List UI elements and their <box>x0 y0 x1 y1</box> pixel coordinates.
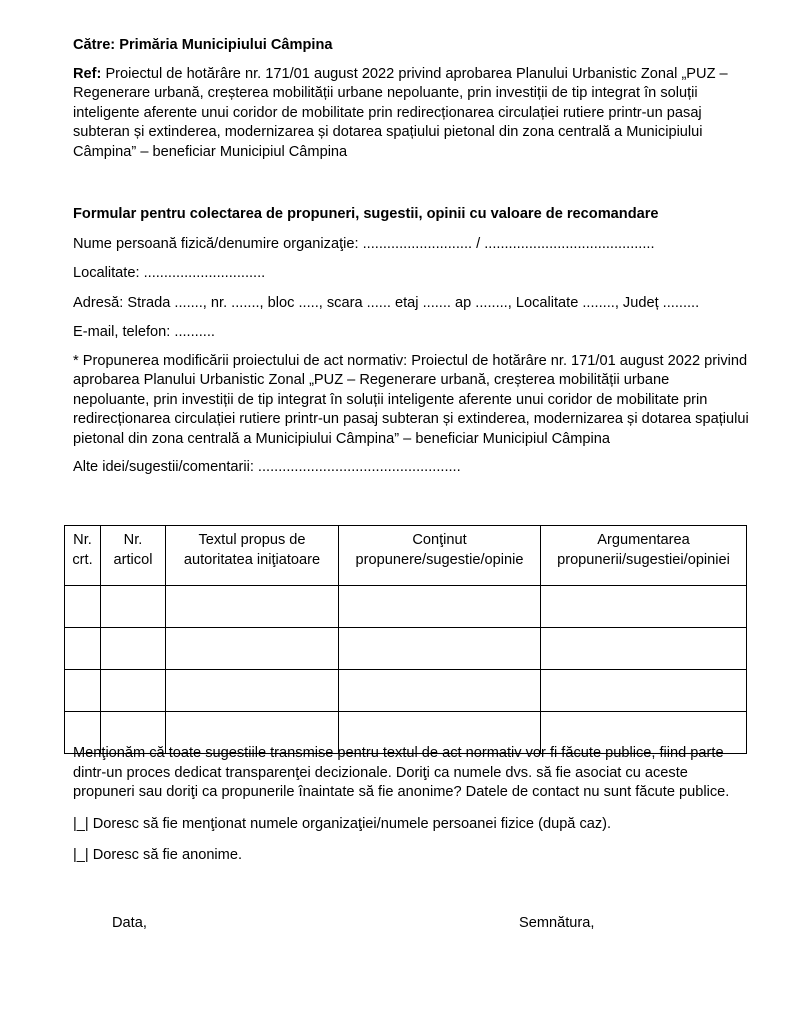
table-cell[interactable] <box>541 586 747 628</box>
table-cell[interactable] <box>541 670 747 712</box>
table-header-row <box>65 526 747 586</box>
date-label: Data, <box>112 915 147 931</box>
table-cell[interactable] <box>166 670 339 712</box>
table-row <box>65 670 747 712</box>
locality-field[interactable]: Localitate: .............................. <box>73 265 266 281</box>
table-cell[interactable] <box>541 628 747 670</box>
header-nr-articol: Nr. articol <box>101 526 166 586</box>
table-cell[interactable] <box>101 670 166 712</box>
table-cell[interactable] <box>339 670 541 712</box>
table-cell[interactable] <box>339 628 541 670</box>
form-title: Formular pentru colectarea de propuneri, sugestii, opinii cu valoare de recomandare <box>73 206 659 222</box>
recipient-line: Către: Primăria Municipiului Câmpina <box>73 37 333 53</box>
table-cell[interactable] <box>339 586 541 628</box>
table-row <box>65 628 747 670</box>
publicity-notice: Menţionăm că toate sugestiile transmise pentru textul de act normativ vor fi făcute publice, fiind parte dintr-un proces dedicat transparenţei decizionale. Doriţi ca numele dvs. să fie asociat cu aceste propuneri sau doriţi ca propunerile înaintate să fie anonime? Datele de contact nu sunt făcute publice. <box>73 745 730 800</box>
header-nr-crt: Nr. crt. <box>65 526 101 586</box>
proposals-table <box>64 525 747 754</box>
option-named-checkbox[interactable]: |_| Doresc să fie menţionat numele organizaţiei/numele persoanei fizice (după caz). <box>73 815 612 832</box>
reference-paragraph <box>73 65 749 163</box>
table-cell[interactable] <box>166 628 339 670</box>
form-page <box>72 36 749 863</box>
other-ideas-field[interactable]: Alte idei/sugestii/comentarii: .................................................. <box>73 459 461 475</box>
footer-section <box>73 744 749 866</box>
table-cell[interactable] <box>101 586 166 628</box>
table-cell[interactable] <box>65 628 101 670</box>
address-field[interactable]: Adresă: Strada ......., nr. ......., bloc ....., scara ...... etaj ....... ap ........, Localitate ........, Județ ......... <box>73 294 700 311</box>
header-argumentarea: Argumentarea propunerii/sugestiei/opiniei <box>541 526 747 586</box>
header-continut: Conţinut propunere/sugestie/opinie <box>339 526 541 586</box>
table-row <box>65 586 747 628</box>
table-cell[interactable] <box>166 586 339 628</box>
contact-field[interactable]: E-mail, telefon: .......... <box>73 324 215 340</box>
reference-text: Proiectul de hotărâre nr. 171/01 august 2022 privind aprobarea Planului Urbanistic Zonal „PUZ – Regenerare urbană, creșterea mobilității urbane nepoluante, prin investiții de tip integrat în soluții inteligente aferente unui coridor de mobilitate prin redirecționarea circulației rutiere printr-un pasaj subteran și extinderea, modernizarea și dotarea spațiului pietonal din zona centrală a Municipiului Câmpina” – beneficiar Municipiul Câmpina <box>73 65 728 160</box>
reference-label: Ref: <box>73 65 102 82</box>
proposal-text: * Propunerea modificării proiectului de act normativ: Proiectul de hotărâre nr. 171/01 august 2022 privind aprobarea Planului Urbanistic Zonal „PUZ – Regenerare urbană, creșterea mobilității urbane nepoluante, prin investiții de tip integrat în soluții inteligente aferente unui coridor de mobilitate prin redirecționarea circulației rutiere printr-un pasaj subteran și extinderea, modernizarea și dotarea spațiului pietonal din zona centrală a Municipiului Câmpina” – beneficiar Municipiul Câmpina <box>73 352 749 447</box>
signature-label: Semnătura, <box>519 915 595 931</box>
header-textul-propus: Textul propus de autoritatea iniţiatoare <box>166 526 339 586</box>
table-cell[interactable] <box>65 670 101 712</box>
table-cell[interactable] <box>101 628 166 670</box>
name-field[interactable]: Nume persoană fizică/denumire organizaţie: ........................... / .......................................... <box>73 235 655 252</box>
option-anonymous-checkbox[interactable]: |_| Doresc să fie anonime. <box>73 847 243 863</box>
table-cell[interactable] <box>65 586 101 628</box>
